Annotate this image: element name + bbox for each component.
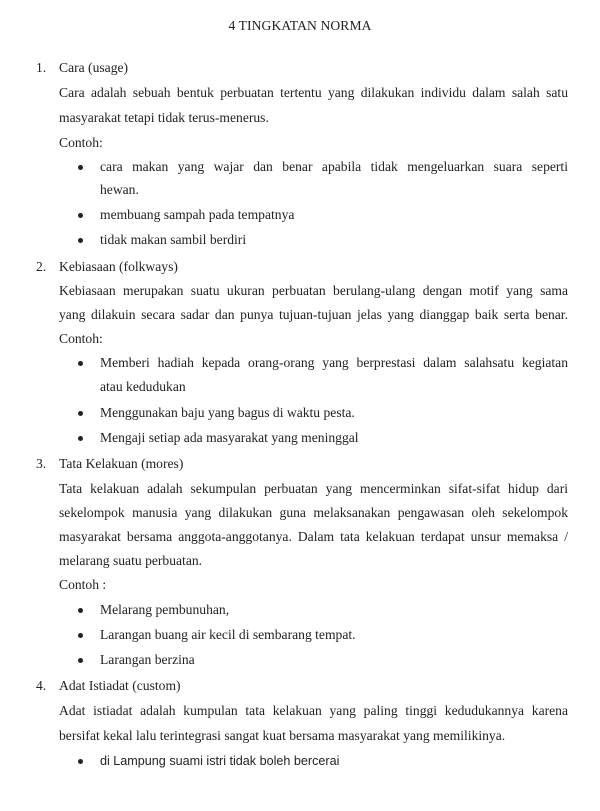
example-item: Larangan berzina [100,652,195,667]
example-label: Contoh: [59,135,103,150]
bullet-icon [78,213,83,218]
section-number: 1. [36,60,47,75]
example-label: Contoh : [59,577,107,592]
section-description-line: masyarakat bersama anggota-anggotanya. Dalam tata kelakuan terdapat unsur memaksa / [59,529,568,544]
section-heading: Tata Kelakuan (mores) [59,456,184,471]
bullet-icon [78,759,83,764]
section-number: 2. [36,259,47,274]
section-description-line: Adat istiadat adalah kumpulan tata kelakuan yang paling tinggi kedudukannya karena [59,703,568,718]
section-number: 3. [36,456,47,471]
section-description-line: Kebiasaan merupakan suatu ukuran perbuatan berulang-ulang dengan motif yang sama [59,283,568,298]
example-item: Melarang pembunuhan, [100,602,230,617]
section-description-line: sekelompok manusia yang dilakukan guna melaksanakan pengawasan oleh sekelompok [59,505,568,520]
section-heading: Adat Istiadat (custom) [59,678,181,693]
page-title: 4 TINGKATAN NORMA [228,18,372,33]
bullet-icon [78,411,83,416]
section-description-line: masyarakat tetapi tidak terus-menerus. [59,110,269,125]
example-item: Larangan buang air kecil di sembarang tempat. [100,627,356,642]
bullet-icon [78,165,83,170]
bullet-icon [78,436,83,441]
section-description-line: melarang suatu perbuatan. [59,553,203,568]
bullet-icon [78,633,83,638]
example-item: Menggunakan baju yang bagus di waktu pesta. [100,405,355,420]
bullet-icon [78,608,83,613]
example-item: membuang sampah pada tempatnya [100,207,295,222]
section-description-line: bersifat kekal lalu terintegrasi sangat kuat bersama masyarakat yang memilikinya. [59,728,506,743]
bullet-icon [78,361,83,366]
example-item: Memberi hadiah kepada orang-orang yang berprestasi dalam salahsatu kegiatan [100,355,568,370]
section-description-line: Cara adalah sebuah bentuk perbuatan tertentu yang dilakukan individu dalam salah satu [59,85,568,100]
section-heading: Kebiasaan (folkways) [59,259,178,274]
section-heading: Cara (usage) [59,60,129,75]
example-item-continuation: hewan. [100,182,139,197]
example-label: Contoh: [59,331,103,346]
bullet-icon [78,658,83,663]
example-item: tidak makan sambil berdiri [100,232,247,247]
example-item: cara makan yang wajar dan benar apabila tidak mengeluarkan suara seperti [100,159,568,174]
example-item: Mengaji setiap ada masyarakat yang meninggal [100,430,359,445]
example-item-continuation: atau kedudukan [100,379,186,394]
section-description-line: Tata kelakuan adalah sekumpulan perbuatan yang mencerminkan sifat-sifat hidup dari [59,481,568,496]
bullet-icon [78,238,83,243]
example-item: di Lampung suami istri tidak boleh bercerai [100,754,340,768]
section-number: 4. [36,678,47,693]
section-description-line: yang dilakuin secara sadar dan punya tujuan-tujuan jelas yang dianggap baik serta benar. [59,307,568,322]
